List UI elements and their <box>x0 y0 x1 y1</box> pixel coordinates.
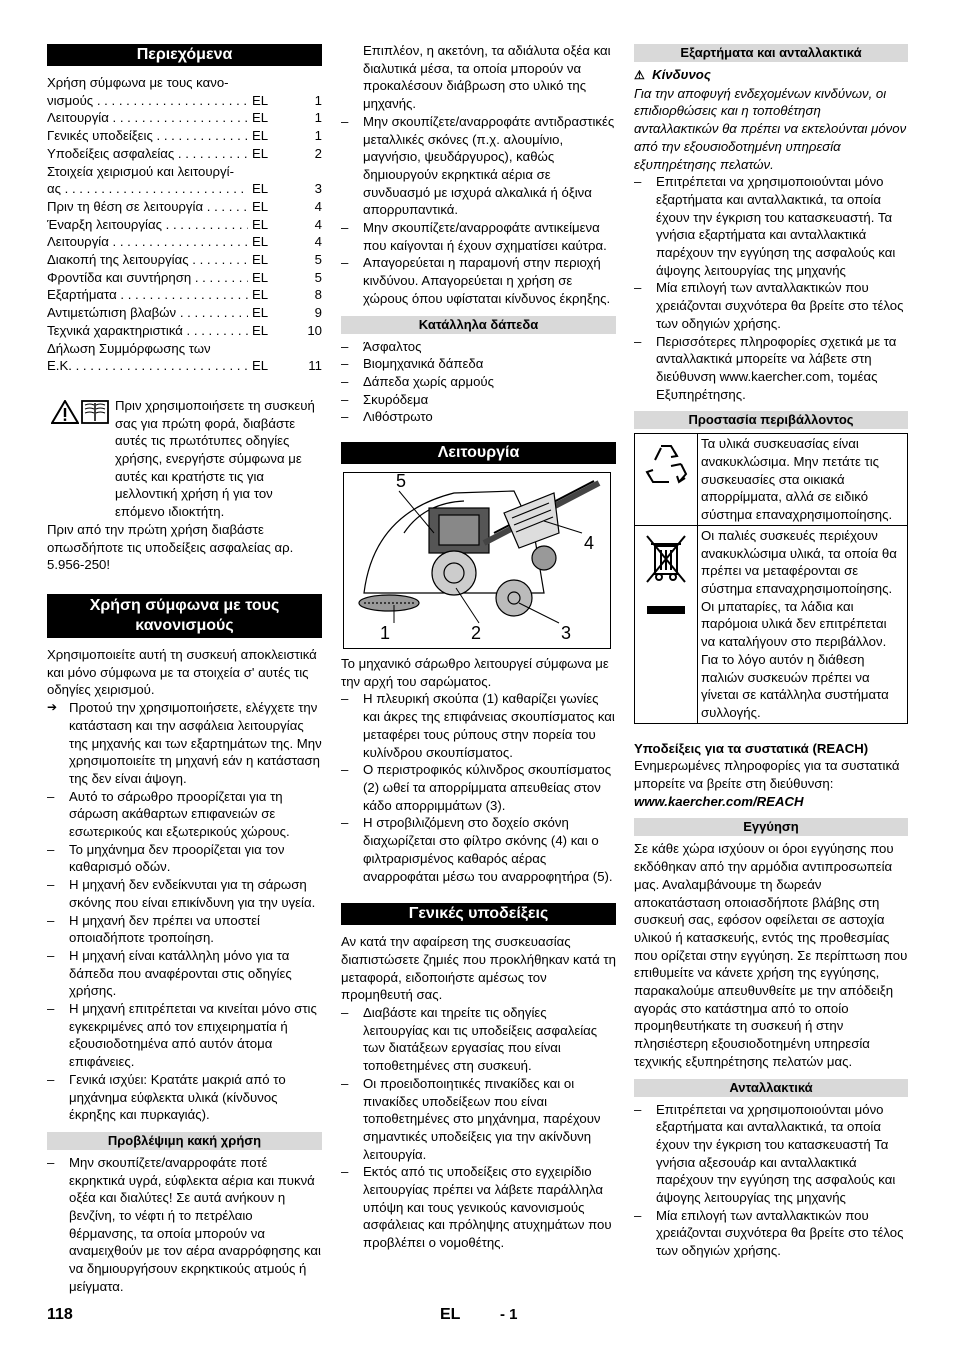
list-item: – Βιομηχανικά δάπεδα <box>341 355 616 373</box>
danger-text: Για την αποφυγή ενδεχομένων κινδύνων, οι επιδιορθώσεις και η τοποθέτηση ανταλλακτικών θα πρέπει να εκτελούνται μόνον από την εξουσιοδοτημένη υπηρεσία εξυπηρέτησης πελατών. <box>634 85 907 172</box>
reach-link[interactable]: www.kaercher.com/REACH <box>634 793 804 809</box>
toc-entry[interactable]: Δήλωση Συμμόρφωσης των Ε.Κ. . . . EL 11 <box>47 340 322 375</box>
column-2 <box>341 42 616 1252</box>
reach-heading: Υποδείξεις για τα συστατικά (REACH) <box>634 740 869 756</box>
callout-2: 2 <box>471 623 482 644</box>
list-item: – Η μηχανή δεν ενδείκνυται για τη σάρωση σκόνης που είναι επικίνδυνη για την υγεία. <box>47 876 322 911</box>
danger-label-row <box>634 66 908 85</box>
safety-intro <box>47 397 322 521</box>
floors-heading: Κατάλληλα δάπεδα <box>341 316 616 334</box>
recycle-icon <box>641 440 691 486</box>
list-item: – Η μηχανή επιτρέπεται να κινείται μόνο στις εγκεκριμένες από τον επιχειρηματία ή εξουσιοδοτημένα από αυτόν άτομα επιφάνειες. <box>47 1000 322 1071</box>
list-item: – Επιτρέπεται να χρησιμοποιούνται μόνο εξαρτήματα και ανταλλακτικά, τα οποία έχουν την έγκριση του κατασκευαστή. Τα γνήσια εξαρτήματα και ανταλλακτικά παρέχουν την εγγύηση της ασφαλούς και άψογης λειτουργίας της μηχανής <box>634 173 908 279</box>
parts-heading: Εξαρτήματα και ανταλλακτικά <box>634 44 908 62</box>
warning-triangle-icon <box>51 400 79 424</box>
list-item: – Αυτό το σάρωθρο προορίζεται για τη σάρωση ακάθαρτων επιφανειών σε εσωτερικούς και εξωτερικούς χώρους. <box>47 788 322 841</box>
list-item: – Η μηχανή είναι κατάλληλη μόνο για τα δάπεδα που αναφέρονται στις οδηγίες χρήσης. <box>47 947 322 1000</box>
use-intro: Χρησιμοποιείτε αυτή τη συσκευή αποκλειστικά και μόνο σύμφωνα με τα στοιχεία σ' αυτές τις οδηγίες χειρισμού. <box>47 646 317 698</box>
manual-book-icon <box>81 400 109 424</box>
warranty-heading: Εγγύηση <box>634 818 908 836</box>
bin-cell <box>635 525 698 723</box>
toc-heading: Περιεχόμενα <box>47 44 322 66</box>
misuse-heading: Προβλέψιμη κακή χρήση <box>47 1132 322 1150</box>
intro-safety-note: Πριν από την πρώτη χρήση διαβάστε οπωσδήποτε τις υποδείξεις ασφαλείας αρ. 5.956-250! <box>47 521 294 573</box>
danger-label: Κίνδυνος <box>652 67 711 82</box>
toc-entry[interactable]: Υποδείξεις ασφαλείας . . . EL 2 <box>47 145 322 163</box>
footer-language: EL <box>440 1306 461 1323</box>
general-heading: Γενικές υποδείξεις <box>341 903 616 925</box>
old-devices-text: Οι παλιές συσκευές περιέχουν ανακυκλώσιμα υλικά, τα οποία θα πρέπει να μεταφέρονται σε σύστημα επαναχρησιμοποίησης. Οι μπαταρίες, τα λάδια και παρόμοια υλικά δεν επιτρέπεται να καταλήγουν στο περιβάλλον. Για το λόγο αυτόν η διάθεση παλιών συσκευών πρέπει να γίνεται σε κατάλληλα συστήματα συλλογής. <box>698 525 908 723</box>
toc-entry[interactable]: Χρήση σύμφωνα με τους κανο- νισμούς . . . EL 1 <box>47 74 322 109</box>
packaging-text: Τα υλικά συσκευασίας είναι ανακυκλώσιμα. Μην πετάτε τις συσκευασίες στα οικιακά απορρίμματα, αλλά σε ειδικό σύστημα επαναχρησιμοποίησης. <box>698 434 908 526</box>
list-item: – Μην σκουπίζετε/αναρροφάτε αντικείμενα που καίγονται ή έχουν σχηματίσει καύτρα. <box>341 219 616 254</box>
list-item: – Εκτός από τις υποδείξεις στο εγχειρίδιο λειτουργίας πρέπει να λάβετε παράλληλα υπόψη και τους γενικούς κανονισμούς ασφάλειας και πρόληψης ατυχημάτων που προβλέπει ο νομοθέτης. <box>341 1163 616 1252</box>
footer-subpage: - 1 <box>500 1306 518 1323</box>
environment-heading: Προστασία περιβάλλοντος <box>634 411 908 429</box>
sweeper-drawing <box>344 473 610 648</box>
list-item: – Η στροβιλιζόμενη στο δοχείο σκόνη διαχωρίζεται στο φίλτρο σκόνης (4) και ο φιλτραρισμένος καθαρός αέρας αναρροφάται μέσω του αναρροφητήρα (5). <box>341 814 616 885</box>
list-item: – Δάπεδα χωρίς αρμούς <box>341 373 616 391</box>
toc-entry[interactable]: Στοιχεία χειρισμού και λειτουργί- ας . . . EL 3 <box>47 163 322 198</box>
use-heading: Χρήση σύμφωνα με τους κανονισμούς <box>47 594 322 638</box>
toc-entry[interactable]: Λειτουργία . . . EL 1 <box>47 109 322 127</box>
toc-entry[interactable]: Εξαρτήματα . . . EL 8 <box>47 286 322 304</box>
list-item: – Οι προειδοποιητικές πινακίδες και οι πινακίδες υποδείξεων που είναι τοποθετημένες στο μηχάνημα, παρέχουν σημαντικές υποδείξεις για την ακίνδυνη λειτουργία. <box>341 1075 616 1164</box>
sweeper-illustration <box>343 472 611 649</box>
callout-3: 3 <box>561 623 572 644</box>
callout-1: 1 <box>380 623 391 644</box>
toc-entry[interactable]: Πριν τη θέση σε λειτουργία . . . EL 4 <box>47 198 322 216</box>
operation-intro: Το μηχανικό σάρωθρο λειτουργεί σύμφωνα με την αρχή του σαρώματος. <box>341 656 609 689</box>
danger-icon: ⚠ <box>634 68 645 82</box>
column-1 <box>47 44 322 1296</box>
list-item: – Σκυρόδεμα <box>341 391 616 409</box>
list-item: – Περισσότερες πληροφορίες σχετικά με τα ανταλλακτικά μπορείτε να λάβετε στη διεύθυνση www.kaercher.com, τομέας Εξυπηρέτησης. <box>634 333 908 404</box>
list-item: – Το μηχάνημα δεν προορίζεται για τον καθαρισμό οδών. <box>47 841 322 876</box>
list-item: – Μία επιλογή των ανταλλακτικών που χρειάζονται συχνότερα θα βρείτε στο τέλος των οδηγιών χρήσης. <box>634 279 908 332</box>
list-item: – Άσφαλτος <box>341 338 616 356</box>
environment-table <box>634 433 908 723</box>
spares-heading: Ανταλλακτικά <box>634 1079 908 1097</box>
list-item: – Μην σκουπίζετε/αναρροφάτε αντιδραστικές μεταλλικές σκόνες (π.χ. αλουμίνιο, μαγνήσιο, ψευδάργυρος), καθώς δημιουργούν εκρηκτικά αέρια σε συνδυασμό με ισχυρά αλκαλικά ή όξινα απορρυπαντικά. <box>341 113 616 219</box>
general-intro: Αν κατά την αφαίρεση της συσκευασίας διαπιστώσετε ζημιές που προκλήθηκαν κατά τη μεταφορά, ειδοποιήστε αμέσως τον προμηθευτή σας. <box>341 934 616 1003</box>
use-check-instruction: ➔ Προτού την χρησιμοποιήσετε, ελέγχετε την κατάσταση και την ασφάλεια λειτουργίας της μηχανής και των εξαρτημάτων της. Μην χρησιμοποιείτε τη μηχανή εάν η κατάσταση της δεν είναι άψογη. <box>47 699 322 788</box>
toc-entry[interactable]: Γενικές υποδείξεις . . . EL 1 <box>47 127 322 145</box>
list-item: – Ο περιστροφικός κύλινδρος σκουπίσματος (2) ωθεί τα απορρίμματα απευθείας στον κάδο απορριμμάτων (3). <box>341 761 616 814</box>
operation-heading: Λειτουργία <box>341 442 616 464</box>
warranty-text: Σε κάθε χώρα ισχύουν οι όροι εγγύησης που εκδόθηκαν από την αρμόδια αντιπροσωπεία μας. Αναλαμβάνουμε τη δωρεάν αποκατάσταση οποιασδήποτε βλάβης στη συσκευή σας, εφόσον οφείλεται σε αστοχία υλικού ή κατασκευής, εντός της προθεσμίας που ορίζεται στην εγγύηση. Σε περίπτωση που επιθυμείτε να κάνετε χρήση της εγγύησης, παρακαλούμε απευθυνθείτε με την απόδειξη αγοράς στο κατάστημα από το οποίο προμηθευτήκατε τη συσκευή ή στην πλησιέστερη εξουσιοδοτημένη υπηρεσία τεχνικής εξυπηρέτησης πελατών μας. <box>634 841 908 1069</box>
toc-entry[interactable]: Διακοπή της λειτουργίας . . . EL 5 <box>47 251 322 269</box>
toc-entry[interactable]: Φροντίδα και συντήρηση . . . EL 5 <box>47 269 322 287</box>
list-item: – Γενικά ισχύει: Κρατάτε μακριά από το μηχάνημα εύφλεκτα υλικά (κίνδυνος έκρηξης και πυρκαγιάς). <box>47 1071 322 1124</box>
table-of-contents <box>47 74 322 375</box>
list-item: – Η πλευρική σκούπα (1) καθαρίζει γωνίες και άκρες της επιφάνειας σκουπίσματος και μεταφέρει τους ρύπους στην πορεία του κυλίνδρου σκουπίσματος. <box>341 690 616 761</box>
intro-paragraph: Πριν χρησιμοποιήσετε τη συσκευή σας για πρώτη φορά, διαβάστε αυτές τις πρωτότυπες οδηγίες χρήσης, ενεργήστε σύμφωνα με αυτές και κρατήστε τις για μελλοντική χρήση ή για τον επόμενο ιδιοκτήτη. <box>115 397 315 520</box>
list-item: – Διαβάστε και τηρείτε τις οδηγίες λειτουργίας και τις υποδείξεις ασφαλείας των διατάξεων εργασίας που είναι τοποθετημένες στη συσκευή. <box>341 1004 616 1075</box>
recycle-cell <box>635 434 698 526</box>
toc-entry[interactable]: Έναρξη λειτουργίας . . . EL 4 <box>47 216 322 234</box>
callout-5: 5 <box>396 472 407 492</box>
page-number: 118 <box>47 1306 73 1323</box>
misuse-continued: Επιπλέον, η ακετόνη, τα αδιάλυτα οξέα και διαλυτικά μέσα, τα οποία μπορούν να προκαλέσουν διάβρωση στο υλικό της μηχανής. <box>363 43 611 112</box>
column-3 <box>634 44 908 1260</box>
list-item: – Μην σκουπίζετε/αναρροφάτε ποτέ εκρηκτικά υγρά, εύφλεκτα αέρια και πυκνά οξέα και διαλύτες! Σε αυτά ανήκουν η βενζίνη, το νέφτι ή το πετρέλαιο θέρμανσης, τα οποία μπορούν να αναμειχθούν με τον αέρα αναρρόφησης και να δημιουργήσουν εκρηκτικούς ατμούς ή μείγματα. <box>47 1154 322 1296</box>
reach-text: Ενημερωμένες πληροφορίες για τα συστατικά μπορείτε να βρείτε στη διεύθυνση: <box>634 758 900 792</box>
toc-entry[interactable]: Αντιμετώπιση βλαβών . . . EL 9 <box>47 304 322 322</box>
list-item: – Μία επιλογή των ανταλλακτικών που χρειάζονται συχνότερα θα βρείτε στο τέλος των οδηγιών χρήσης. <box>634 1207 908 1260</box>
list-item: – Λιθόστρωτο <box>341 408 616 426</box>
list-item: – Απαγορεύεται η παραμονή στην περιοχή κινδύνου. Απαγορεύεται η χρήση σε χώρους όπου υφίσταται κίνδυνος έκρηξης. <box>341 254 616 307</box>
toc-entry[interactable]: Τεχνικά χαρακτηριστικά . . . EL 10 <box>47 322 322 340</box>
list-item: – Η μηχανή δεν πρέπει να υποστεί οποιαδήποτε τροποίηση. <box>47 912 322 947</box>
intro-icons <box>51 400 109 424</box>
callout-4: 4 <box>584 533 595 554</box>
list-item: – Επιτρέπεται να χρησιμοποιούνται μόνο εξαρτήματα και ανταλλακτικά, τα οποία έχουν την έγκριση του κατασκευαστή Τα γνήσια αξεσουάρ και ανταλλακτικά παρέχουν την εγγύηση της ασφαλούς και άψογης λειτουργίας της μηχανής <box>634 1101 908 1207</box>
crossed-bin-icon <box>643 532 689 622</box>
toc-entry[interactable]: Λειτουργία . . . EL 4 <box>47 233 322 251</box>
